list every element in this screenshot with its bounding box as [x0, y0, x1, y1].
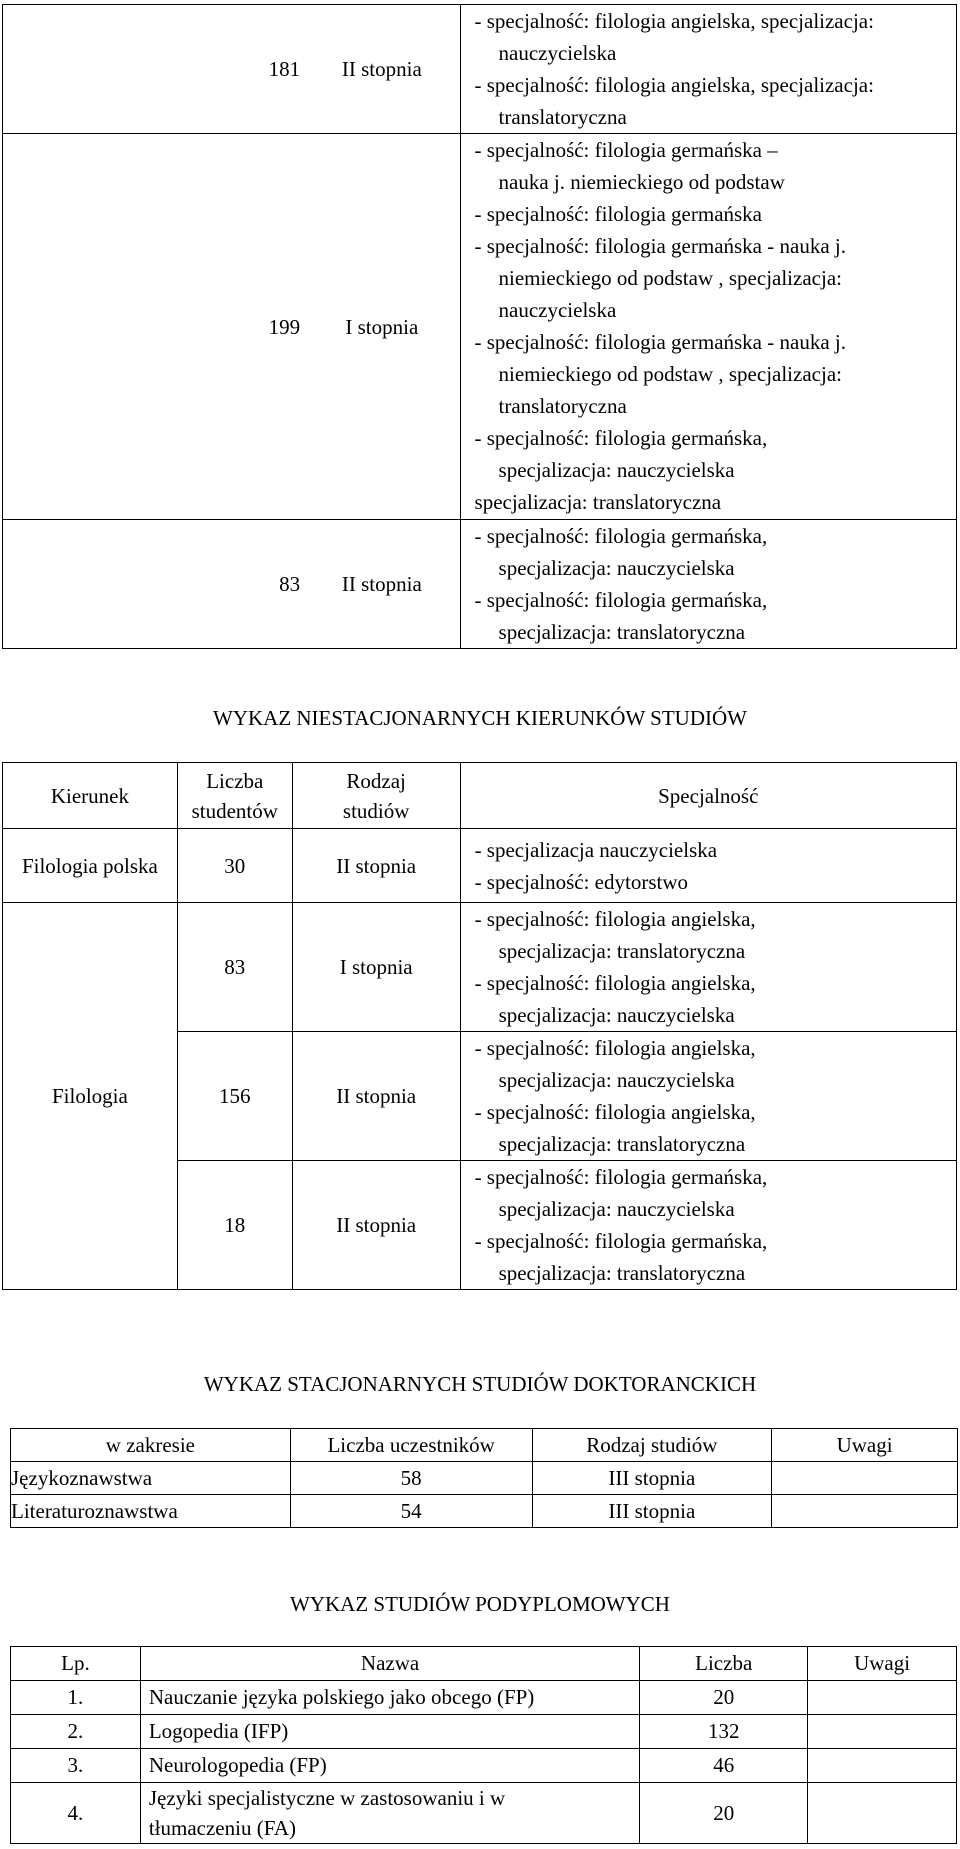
specialization-cell: - specjalność: filologia angielska, specjalizacja: nauczycielska - specjalność: filologia angielska, specjalizacja: translatoryczna: [460, 1032, 956, 1161]
row-number: 3.: [11, 1749, 141, 1783]
specialization-cell: - specjalność: filologia germańska, specjalizacja: nauczycielska - specjalność: filologia germańska, specjalizacja: translatoryczna: [460, 1161, 956, 1290]
participant-count: 54: [290, 1495, 532, 1528]
section-title-part-time: WYKAZ NIESTACJONARNYCH KIERUNKÓW STUDIÓW: [213, 706, 747, 730]
program-name: Neurologopedia (FP): [140, 1749, 639, 1783]
table-row: [3, 134, 957, 520]
section-title-postgraduate: WYKAZ STUDIÓW PODYPLOMOWYCH: [290, 1592, 670, 1616]
program-name: Nauczanie języka polskiego jako obcego (FP): [140, 1681, 639, 1715]
part-time-programs-table: [2, 762, 957, 1290]
student-count: 30: [177, 829, 292, 903]
remarks: [772, 1462, 958, 1495]
table-row: [3, 829, 957, 903]
specialization-cell: - specjalność: filologia germańska – nauka j. niemieckiego od podstaw - specjalność: filologia germańska - specjalność: filologia germańska - nauka j. niemieckiego od podstaw , specjalizacja: nauczycielska - specjalność: filologia germańska - nauka j. niemieckiego od podstaw , specjalizacja: translatoryczna - specjalność: filologia germańska, specjalizacja: nauczycielska specjalizacja: translatoryczna: [460, 134, 956, 520]
participant-count: 132: [640, 1715, 808, 1749]
study-level: I stopnia: [292, 903, 460, 1032]
header-rodzaj: Rodzaj studiów: [292, 763, 460, 829]
study-level: II stopnia: [341, 572, 422, 596]
table-header-row: [3, 763, 957, 829]
specialization-cell: - specjalność: filologia angielska, specjalizacja: nauczycielska - specjalność: filologia angielska, specjalizacja: translatoryczna: [460, 5, 956, 134]
study-level: I stopnia: [345, 314, 419, 339]
remarks: [808, 1681, 957, 1715]
student-count: 181: [268, 57, 301, 81]
header-lp: Lp.: [11, 1647, 141, 1681]
scope-name: Językoznawstwa: [11, 1462, 291, 1495]
header-zakres: w zakresie: [11, 1429, 291, 1462]
header-nazwa: Nazwa: [140, 1647, 639, 1681]
header-uwagi: Uwagi: [808, 1647, 957, 1681]
remarks: [808, 1749, 957, 1783]
table-row: [11, 1715, 957, 1749]
remarks: [772, 1495, 958, 1528]
table-header-row: [11, 1429, 958, 1462]
student-count: 83: [279, 572, 301, 596]
remarks: [808, 1715, 957, 1749]
student-count: 83: [177, 903, 292, 1032]
study-level: II stopnia: [341, 57, 422, 81]
field-name: Filologia: [3, 903, 178, 1290]
row-number: 2.: [11, 1715, 141, 1749]
student-count: 156: [177, 1032, 292, 1161]
field-name: Filologia polska: [3, 829, 178, 903]
scope-name: Literaturoznawstwa: [11, 1495, 291, 1528]
remarks: [808, 1783, 957, 1844]
participant-count: 58: [290, 1462, 532, 1495]
student-count: 18: [177, 1161, 292, 1290]
header-liczba-uczestnikow: Liczba uczestników: [290, 1429, 532, 1462]
table-row: [3, 5, 957, 134]
participant-count: 46: [640, 1749, 808, 1783]
section-title-doctoral: WYKAZ STACJONARNYCH STUDIÓW DOKTORANCKICH: [203, 1372, 757, 1396]
header-liczba: Liczba: [640, 1647, 808, 1681]
header-liczba: Liczba studentów: [177, 763, 292, 829]
study-level: II stopnia: [292, 1032, 460, 1161]
table-row: [11, 1783, 957, 1844]
study-level: III stopnia: [532, 1495, 772, 1528]
specialization-cell: - specjalność: filologia angielska, specjalizacja: translatoryczna - specjalność: filologia angielska, specjalizacja: nauczycielska: [460, 903, 956, 1032]
participant-count: 20: [640, 1783, 808, 1844]
table-row: [11, 1749, 957, 1783]
table-row: [3, 903, 957, 1032]
table-row: [11, 1462, 958, 1495]
row-number: 4.: [11, 1783, 141, 1844]
program-name: Logopedia (IFP): [140, 1715, 639, 1749]
table-header-row: [11, 1647, 957, 1681]
specialization-cell: - specjalizacja nauczycielska - specjalność: edytorstwo: [460, 829, 956, 903]
study-level: II stopnia: [292, 1161, 460, 1290]
stationary-programs-table-continued: [2, 4, 957, 649]
postgraduate-studies-table: [10, 1646, 957, 1844]
row-number: 1.: [11, 1681, 141, 1715]
header-uwagi: Uwagi: [772, 1429, 958, 1462]
header-rodzaj-studiow: Rodzaj studiów: [532, 1429, 772, 1462]
participant-count: 20: [640, 1681, 808, 1715]
header-specjalnosc: Specjalność: [460, 763, 956, 829]
table-row: [11, 1681, 957, 1715]
program-name: Języki specjalistyczne w zastosowaniu i w tłumaczeniu (FA): [140, 1783, 639, 1844]
table-row: [3, 520, 957, 649]
study-level: II stopnia: [292, 829, 460, 903]
header-kierunek: Kierunek: [3, 763, 178, 829]
study-level: III stopnia: [532, 1462, 772, 1495]
doctoral-studies-table: [10, 1428, 958, 1528]
specialization-cell: - specjalność: filologia germańska, specjalizacja: nauczycielska - specjalność: filologia germańska, specjalizacja: translatoryczna: [460, 520, 956, 649]
student-count: 199: [268, 314, 301, 339]
table-row: [11, 1495, 958, 1528]
